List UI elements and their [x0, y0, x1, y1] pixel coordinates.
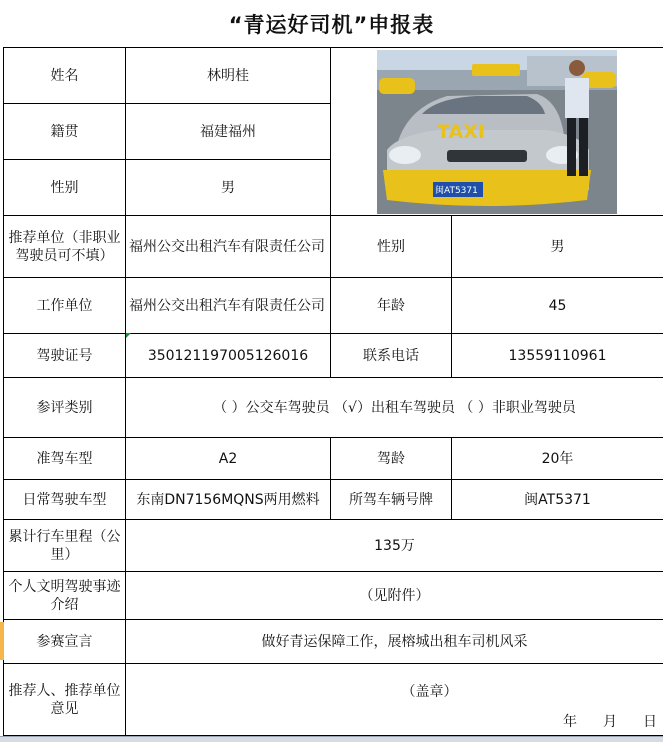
driver-photo-cell	[331, 48, 663, 216]
date-month: 月	[603, 713, 617, 731]
recommend-unit-label: 推荐单位（非职业驾驶员可不填）	[4, 216, 126, 278]
vehicle-model-label: 日常驾驶车型	[4, 480, 126, 520]
cell-comment-marker	[126, 333, 131, 338]
pledge-label: 参赛宣言	[4, 620, 126, 664]
work-unit-value[interactable]: 福州公交出租汽车有限责任公司	[126, 278, 331, 334]
plate-text: 闽AT5371	[435, 184, 478, 196]
license-class-label: 准驾车型	[4, 438, 126, 480]
age-label: 年龄	[331, 278, 452, 334]
sheet-tab-bar[interactable]	[0, 736, 663, 742]
gender-value[interactable]: 男	[126, 160, 331, 216]
driving-years-value[interactable]: 20年	[452, 438, 663, 480]
name-label: 姓名	[4, 48, 126, 104]
gender2-label: 性别	[331, 216, 452, 278]
name-value[interactable]: 林明桂	[126, 48, 331, 104]
plate-value[interactable]: 闽AT5371	[452, 480, 663, 520]
work-unit-label: 工作单位	[4, 278, 126, 334]
gender2-value[interactable]: 男	[452, 216, 663, 278]
deeds-value[interactable]: （见附件）	[126, 572, 663, 620]
plate-label: 所驾车辆号牌	[331, 480, 452, 520]
category-label: 参评类别	[4, 378, 126, 438]
seal-text: （盖章）	[128, 683, 661, 701]
mileage-label: 累计行车里程（公里）	[4, 520, 126, 572]
phone-label: 联系电话	[331, 334, 452, 378]
mileage-value[interactable]: 135万	[126, 520, 663, 572]
opinion-label: 推荐人、推荐单位意见	[4, 664, 126, 736]
opinion-cell[interactable]	[126, 664, 663, 736]
pledge-value[interactable]: 做好青运保障工作，展榕城出租车司机风采	[126, 620, 663, 664]
origin-value[interactable]: 福建福州	[126, 104, 331, 160]
license-class-value[interactable]: A2	[126, 438, 331, 480]
gender-label: 性别	[4, 160, 126, 216]
form-table	[3, 47, 663, 736]
date-year: 年	[563, 713, 577, 731]
date-line	[128, 713, 661, 731]
driving-years-label: 驾龄	[331, 438, 452, 480]
application-form	[0, 47, 663, 737]
driver-photo	[377, 50, 617, 214]
age-value[interactable]: 45	[452, 278, 663, 334]
origin-label: 籍贯	[4, 104, 126, 160]
form-title: “青运好司机”申报表	[0, 0, 663, 47]
taxi-sign-text: TAXI	[437, 121, 485, 143]
recommend-unit-value[interactable]: 福州公交出租汽车有限责任公司	[126, 216, 331, 278]
license-value[interactable]: 350121197005126016	[126, 334, 331, 378]
deeds-label: 个人文明驾驶事迹介绍	[4, 572, 126, 620]
date-day: 日	[643, 713, 657, 731]
row-selection-marker	[0, 622, 4, 660]
vehicle-model-value[interactable]: 东南DN7156MQNS两用燃料	[126, 480, 331, 520]
phone-value[interactable]: 13559110961	[452, 334, 663, 378]
license-label: 驾驶证号	[4, 334, 126, 378]
category-value[interactable]: （ ）公交车驾驶员 （√）出租车驾驶员 （ ）非职业驾驶员	[126, 378, 663, 438]
